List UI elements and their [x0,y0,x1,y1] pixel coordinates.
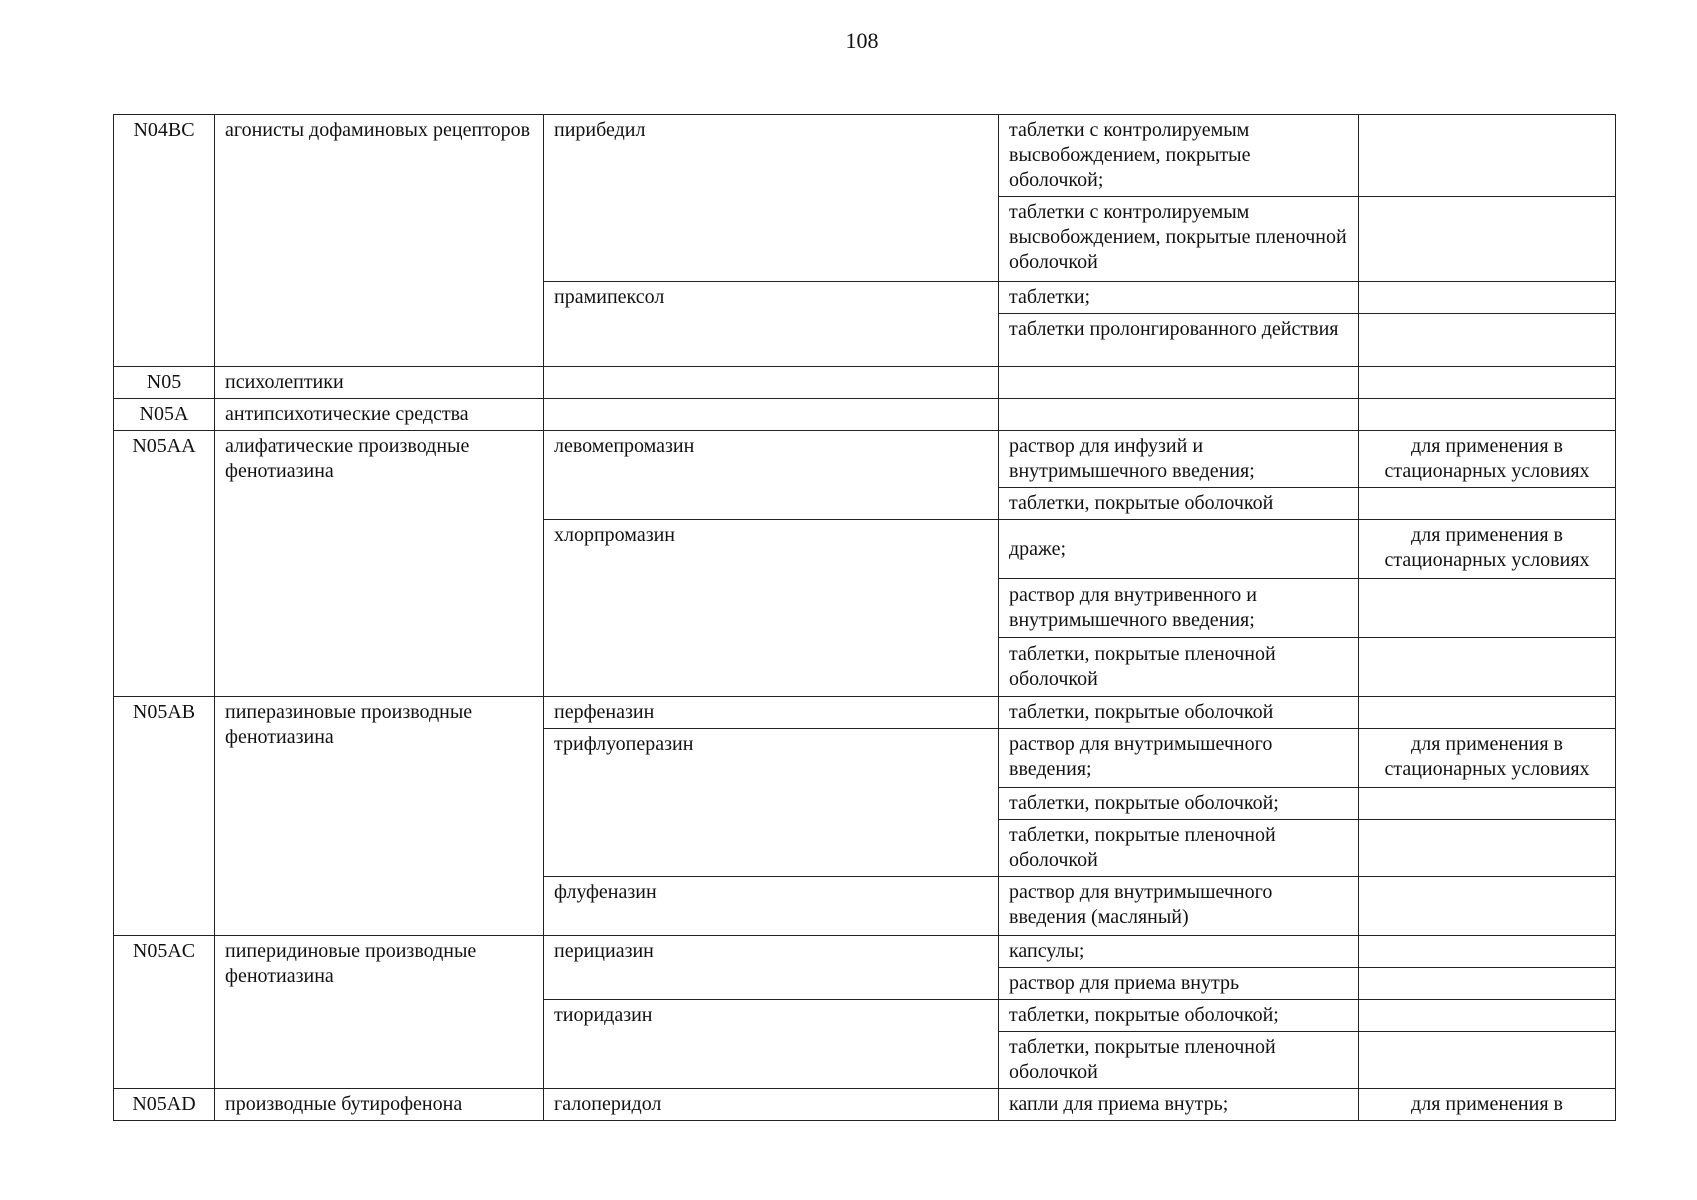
usage-note: для применения в стационарных условиях [1359,431,1616,488]
atc-code: N05AA [114,431,215,697]
usage-note [1359,968,1616,1000]
drug-name: тиоридазин [544,1000,999,1089]
dosage-form: таблетки с контролируемым высвобождением, покрытые пленочной оболочкой [999,197,1359,282]
usage-note [1359,488,1616,520]
atc-code: N05AB [114,697,215,936]
group-name: пиперидиновые производные фенотиазина [215,936,544,1089]
drug-name: пирибедил [544,115,999,282]
usage-note [1359,282,1616,314]
table-row [114,697,1616,729]
table-row [114,399,1616,431]
drug-name [544,399,999,431]
group-name: алифатические производные фенотиазина [215,431,544,697]
usage-note: для применения в стационарных условиях [1359,729,1616,788]
usage-note [1359,820,1616,877]
table-row [114,936,1616,968]
group-name: антипсихотические средства [215,399,544,431]
dosage-form: капли для приема внутрь; [999,1089,1359,1121]
dosage-form: таблетки пролонгированного действия [999,314,1359,367]
table-row [114,431,1616,488]
drug-name: галоперидол [544,1089,999,1121]
dosage-form: таблетки, покрытые оболочкой; [999,1000,1359,1032]
dosage-form: таблетки, покрытые пленочной оболочкой [999,1032,1359,1089]
usage-note [1359,788,1616,820]
drug-name [544,367,999,399]
usage-note [1359,1032,1616,1089]
drug-table [113,114,1616,1121]
drug-name: прамипексол [544,282,999,367]
usage-note [1359,697,1616,729]
group-name: агонисты дофаминовых рецепторов [215,115,544,367]
group-name: пиперазиновые производные фенотиазина [215,697,544,936]
drug-name: хлорпромазин [544,520,999,697]
table-row [114,1089,1616,1121]
usage-note: для применения в стационарных условиях [1359,520,1616,579]
usage-note [1359,877,1616,936]
drug-name: перфеназин [544,697,999,729]
usage-note [1359,1000,1616,1032]
table-row [114,367,1616,399]
usage-note [1359,115,1616,197]
table-row [114,115,1616,197]
drug-name: трифлуоперазин [544,729,999,877]
usage-note [1359,399,1616,431]
dosage-form: раствор для внутримышечного введения; [999,729,1359,788]
atc-code: N05AD [114,1089,215,1121]
dosage-form: таблетки; [999,282,1359,314]
drug-name: левомепромазин [544,431,999,520]
dosage-form: таблетки, покрытые оболочкой; [999,788,1359,820]
atc-code: N05 [114,367,215,399]
usage-note [1359,314,1616,367]
dosage-form: раствор для инфузий и внутримышечного введения; [999,431,1359,488]
usage-note [1359,367,1616,399]
drug-name: перициазин [544,936,999,1000]
usage-note [1359,579,1616,638]
atc-code: N04BC [114,115,215,367]
usage-note [1359,197,1616,282]
dosage-form: таблетки, покрытые оболочкой [999,488,1359,520]
usage-note [1359,638,1616,697]
dosage-form: раствор для внутримышечного введения (масляный) [999,877,1359,936]
dosage-form: таблетки, покрытые оболочкой [999,697,1359,729]
group-name: производные бутирофенона [215,1089,544,1121]
dosage-form: таблетки, покрытые пленочной оболочкой [999,820,1359,877]
dosage-form: таблетки, покрытые пленочной оболочкой [999,638,1359,697]
group-name: психолептики [215,367,544,399]
dosage-form: драже; [999,520,1359,579]
dosage-form [999,399,1359,431]
atc-code: N05A [114,399,215,431]
usage-note: для применения в [1359,1089,1616,1121]
drug-name: флуфеназин [544,877,999,936]
atc-code: N05AC [114,936,215,1089]
dosage-form: раствор для приема внутрь [999,968,1359,1000]
page-number: 108 [845,28,879,53]
dosage-form [999,367,1359,399]
dosage-form: капсулы; [999,936,1359,968]
dosage-form: таблетки с контролируемым высвобождением, покрытые оболочкой; [999,115,1359,197]
usage-note [1359,936,1616,968]
dosage-form: раствор для внутривенного и внутримышечного введения; [999,579,1359,638]
